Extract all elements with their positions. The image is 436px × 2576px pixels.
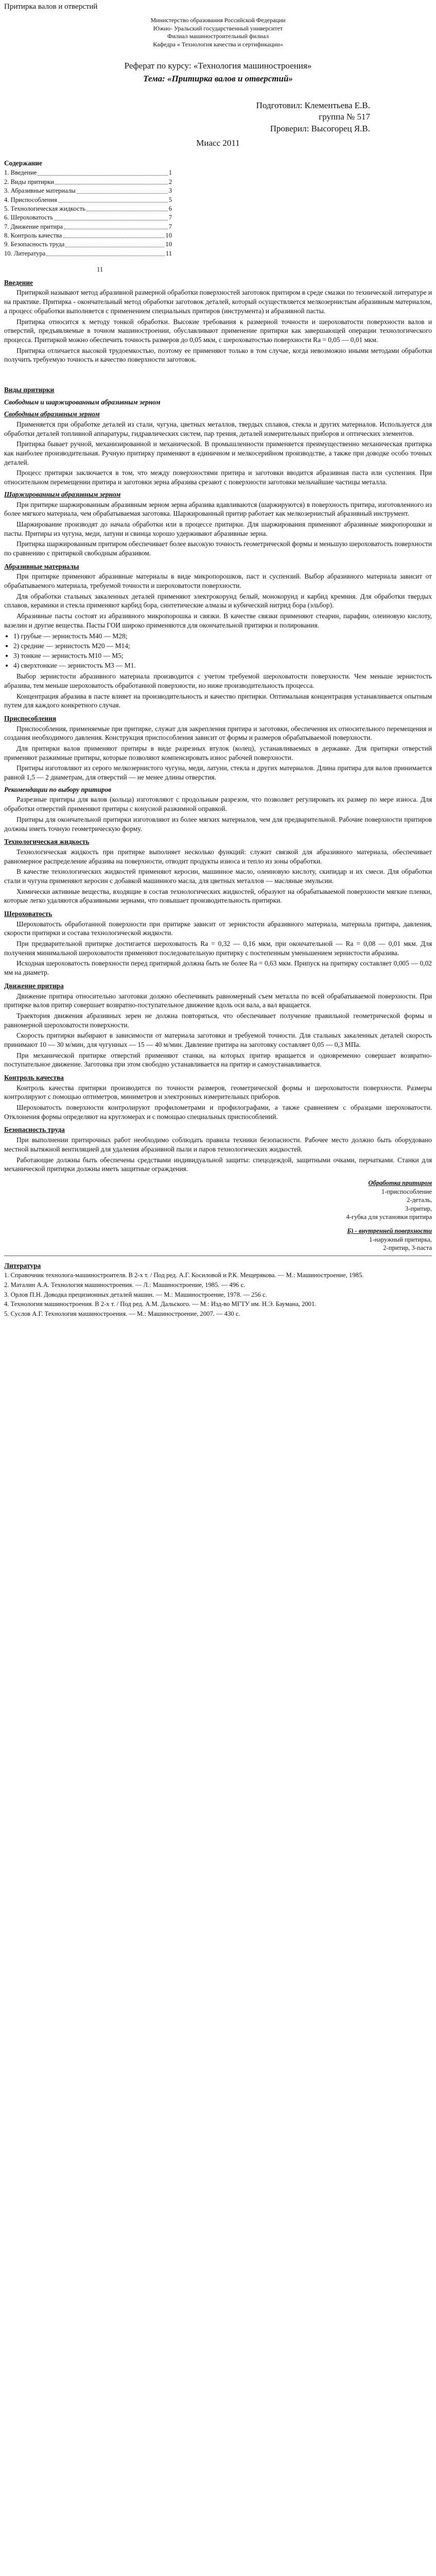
author-line: группа № 517: [319, 112, 370, 122]
list-item: • 1) грубые — зернистость М40 — М28;: [13, 632, 432, 641]
paragraph: Выбор зернистости абразивного материала производится с учетом требуемой шероховатости поверхности. Чем меньше зернистость абразива, тем меньше шероховатость обработанной поверхности, но ниже производительность процесса.: [4, 672, 432, 689]
toc-item[interactable]: [4, 178, 172, 187]
section-heading-motion: Движение притира: [4, 981, 64, 990]
header-line: Филиал машиностроительный филиал: [167, 32, 269, 40]
toc-item-title: 3. Абразивные материалы: [4, 187, 76, 195]
paragraph: Притирка бывает ручной, механизированной и механической. В промышленности применяется преимущественно механическая притирка как наиболее производительная. Ручную притирку применяют в единичном и мелкосерийном производстве, а также при доводке особо точных деталей.: [4, 440, 432, 466]
paragraph: Технологическая жидкость при притирке выполняет несколько функций: служит связкой для абразивного материала, обеспечивает равномерное распределение абразива на поверхности, отводит продукты износа и тепло из зоны обработки.: [4, 848, 432, 865]
paragraph: Шаржирование производят до начала обработки или в процессе притирки. Для шаржирования применяют абразивные микропорошки и пасты. Притиры из чугуна, меди, латуни и свинца хорошо удерживают абразивные зерна.: [4, 520, 432, 537]
toc-item-page: 1: [168, 169, 172, 177]
caption-line: 4-губка для установки притира: [346, 1213, 432, 1221]
paragraph: При выполнении притирочных работ необходимо соблюдать правила техники безопасности. Рабочее место должно быть оборудовано местной вытяжной вентиляцией для удаления абразивной пыли и паров технологических жидкостей.: [4, 1136, 432, 1153]
paragraph: При притирке шаржированным абразивным зерном зерна абразива вдавливаются (шаржируются) в поверхность притира, изготовленного из более мягкого материала, чем обрабатываемая заготовка. Шаржированный притир работает как мелкозернистый абразивный инструмент.: [4, 500, 432, 518]
toc-item-title: 4. Приспособления: [4, 196, 57, 204]
toc-leader-dots: [64, 223, 168, 229]
paragraph: В качестве технологических жидкостей применяют керосин, машинное масло, олеиновую кислоту, скипидар и их смеси. Для обработки стали и чугуна применяют керосин с добавкой машинного масла, для цветных металлов — масляные эмульсии.: [4, 868, 432, 885]
toc-item-title: 8. Контроль качества: [4, 232, 62, 240]
paragraph: Контроль качества притирки производится по точности размеров, геометрической формы и шероховатости поверхности. Размеры контролируют с помощью оптиметров, миниметров и электронных измерительных приборов.: [4, 1083, 432, 1101]
toc-item-page: 10: [165, 232, 172, 240]
list-item: • 2) средние — зернистость М20 — М14;: [13, 641, 432, 651]
toc-item[interactable]: [4, 196, 172, 205]
section-heading-kinds: Виды притирки: [4, 385, 55, 394]
paragraph: Химически активные вещества, входящие в состав технологических жидкостей, образуют на обрабатываемой поверхности мягкие пленки, которые легко удаляются абразивными зернами, что повышает производительность притирки.: [4, 887, 432, 905]
paragraph: Концентрация абразива в пасте влияет на производительность и качество притирки. Оптимальная концентрация устанавливается опытным путем для каждого конкретного случая.: [4, 692, 432, 709]
toc-leader-dots: [58, 196, 168, 202]
institution-header: [4, 16, 432, 49]
caption-line: 1-наружный притирка,: [369, 1235, 432, 1243]
toc-item-title: 6. Шероховатость: [4, 214, 54, 222]
intro-body: [4, 288, 432, 364]
header-line: Кафедра « Технология качества и сертификации»: [153, 41, 283, 48]
paragraph: Работающие должны быть обеспечены средствами индивидуальной защиты: спецодеждой, защитными очками, перчатками. Станки для механической притирки должны иметь защитные ограждения.: [4, 1156, 432, 1173]
author-line: Проверил: Высогорец Я.В.: [270, 123, 370, 133]
paragraph: При предварительной притирке достигается шероховатость Ra = 0,32 — 0,16 мкм, при окончательной — Ra = 0,08 — 0,01 мкм. Для получения минимальной шероховатости применяют последовательную притирку с постепенным уменьшением зернистости абразива.: [4, 940, 432, 957]
toc-item-page: 7: [168, 214, 172, 222]
safety-body: [4, 1136, 432, 1174]
fixtures-body-2: [4, 795, 432, 833]
kinds-body-2: [4, 500, 432, 558]
subsection-heading: Свободным и шаржированным абразивным зерном: [4, 398, 161, 406]
literature-item: 2. Маталин А.А. Технология машиностроения. — Л.: Машиностроение, 1985. — 496 с.: [4, 1281, 246, 1289]
subsection-heading: Рекомендации по выбору притиров: [4, 785, 112, 793]
toc-leader-dots: [55, 178, 168, 184]
paragraph: Шероховатость обработанной поверхности при притирке зависит от зернистости абразивного материала, материала притира, давления, скорости притирки и состава технологической жидкости.: [4, 920, 432, 937]
grit-list: [13, 632, 432, 670]
liquid-body: [4, 848, 432, 905]
quality-body: [4, 1083, 432, 1122]
paragraph: Притирка относится к методу тонкой обработки. Высокие требования к размерной точности и шероховатости поверхности валов и отверстий, предъявляемые в точном машиностроении, обуславливают применение притирки как завершающей операции технологического процесса. Притиркой можно обеспечить точность размеров до 0,05 мкм, с шероховатостью поверхности Ra = 0,05 — 0,01 мкм.: [4, 317, 432, 344]
paragraph: Траектория движения абразивных зерен не должна повторяться, что обеспечивает получение правильной геометрической формы и равномерной шероховатости поверхности.: [4, 1011, 432, 1029]
report-theme: Тема: «Притирка валов и отверстий»: [143, 73, 293, 83]
toc-item[interactable]: [4, 231, 172, 240]
report-title: Реферат по курсу: «Технология машиностроения»: [124, 61, 312, 71]
figure-caption-block: [4, 1179, 432, 1252]
toc-item-page: 10: [165, 241, 172, 248]
toc-item-title: 10. Литература: [4, 249, 46, 257]
toc-item[interactable]: [4, 249, 172, 258]
toc-item[interactable]: [4, 168, 172, 177]
paragraph: Для обработки стальных закаленных деталей применяют электрокорунд белый, монокорунд и карбид кремния. Для обработки твердых сплавов, керамики и стекла применяют карбид бора, синтетические алмазы и кубический нитрид бора (эльбор).: [4, 592, 432, 609]
document-title: Притирка валов и отверстий: [4, 3, 98, 11]
toc-item-page: 5: [168, 196, 172, 204]
caption-line: 2-деталь,: [406, 1196, 432, 1204]
toc-item-page: 7: [168, 223, 172, 230]
toc-item-title: 7. Движение притира: [4, 223, 63, 230]
paragraph: Процесс притирки заключается в том, что между поверхностями притира и заготовки вводится абразивная паста или суспензия. При относительном перемещении притира и заготовки зерна абразива срезают с поверхности заготовки мельчайшие частицы металла.: [4, 469, 432, 486]
toc-leader-dots: [46, 249, 165, 256]
motion-body: [4, 992, 432, 1070]
toc-leader-dots: [86, 205, 168, 211]
toc-item-page: 11: [165, 249, 172, 257]
paragraph: Притирка отличается высокой трудоемкостью, поэтому ее применяют только в том случае, когда невозможно иными методами обработки получить требуемую точность и качество поверхности заготовок.: [4, 346, 432, 364]
header-line: Южно- Уральский государственный университет: [153, 24, 283, 32]
header-line: Министерство образования Российской Федерации: [150, 16, 286, 24]
kinds-body: [4, 420, 432, 487]
caption-line: 2-притир, 3-паста: [383, 1244, 432, 1252]
toc-item[interactable]: [4, 240, 172, 249]
table-of-contents: [4, 168, 172, 258]
section-heading-abrasives: Абразивные материалы: [4, 562, 79, 570]
toc-item-title: 1. Введение: [4, 169, 37, 177]
literature-item: 4. Технология машиностроения. В 2-х т. / Под ред. А.М. Дальского. — М.: Изд-во МГТУ им. Н.Э. Баумана, 2001.: [4, 1300, 317, 1308]
paragraph: Абразивные пасты состоят из абразивного микропорошка и связки. В качестве связки применяют стеарин, парафин, олеиновую кислоту, вазелин и другие вещества. Пасты ГОИ широко применяются для окончательной притирки и полирования.: [4, 612, 432, 629]
toc-leader-dots: [54, 213, 168, 220]
subsection-heading: Свободным абразивным зерном: [4, 410, 100, 418]
toc-leader-dots: [77, 187, 168, 193]
author-block: [4, 100, 432, 134]
author-line: Подготовил: Клементьева Е.В.: [256, 100, 370, 110]
toc-leader-dots: [38, 168, 167, 175]
paragraph: Притиркой называют метод абразивной размерной обработки поверхностей заготовок притиром в среде смазки по технической литературе и на практике. Притирка - окончательный метод обработки заготовок деталей, который осуществляется мелкозернистым абразивным материалом, а процесс обработки выполняется с применением специальных притиров (инструмента) и абразивной пасты.: [4, 289, 432, 315]
toc-heading: Содержание: [4, 159, 42, 167]
toc-item-title: 2. Виды притирки: [4, 178, 54, 185]
toc-item[interactable]: [4, 205, 172, 213]
list-item: • 4) сверхтонкие — зернистость М3 — М1.: [13, 661, 432, 670]
caption-line: 3-притир,: [405, 1205, 432, 1212]
section-heading-fixtures: Приспособления: [4, 714, 57, 722]
paragraph: Притирка шаржированным притиром обеспечивает более высокую точность геометрической формы и меньшую шероховатость поверхности по сравнению с притиркой свободным абразивом.: [4, 540, 432, 557]
abrasives-body: [4, 572, 432, 630]
page-number: 11: [97, 266, 103, 274]
section-heading-intro: Введение: [4, 278, 33, 286]
caption-line: Б) - внутренней поверхности: [347, 1227, 432, 1234]
toc-item-page: 6: [168, 205, 172, 212]
section-heading-literature: Литература: [4, 1261, 41, 1269]
paragraph: Исходная шероховатость поверхности перед притиркой должна быть не более Ra = 0,63 мкм. Припуск на притирку составляет 0,005 — 0,02 мм на диаметр.: [4, 959, 432, 977]
paragraph: Притиры изготовляют из серого мелкозернистого чугуна, меди, латуни, стекла и других материалов. Длина притира для валов принимается равной 1,5 — 2 диаметрам, для отверстий — не менее длины отверстия.: [4, 764, 432, 782]
paragraph: При притирке применяют абразивные материалы в виде микропорошков, паст и суспензий. Выбор абразивного материала зависит от обрабатываемого материала, требуемой точности и шероховатости поверхности.: [4, 572, 432, 590]
literature-list: [4, 1271, 432, 1318]
section-heading-safety: Безопасность труда: [4, 1126, 65, 1134]
literature-item: 5. Суслов А.Г. Технология машиностроения. — М.: Машиностроение, 2007. — 430 с.: [4, 1310, 240, 1317]
fixtures-body: [4, 724, 432, 782]
caption-line: Обработка притиром: [368, 1179, 432, 1187]
list-item: • 3) тонкие — зернистость М10 — М5;: [13, 651, 432, 660]
toc-leader-dots: [63, 231, 164, 238]
paragraph: Разрезные притиры для валов (кольца) изготовляют с продольным разрезом, что позволяет регулировать их размер по мере износа. Для обработки отверстий применяют притиры с конусной разжимной оправкой.: [4, 795, 432, 813]
caption-line: 1-приспособление: [381, 1188, 432, 1195]
toc-item-page: 3: [168, 187, 172, 195]
toc-item-page: 2: [168, 178, 172, 185]
paragraph: При механической притирке отверстий применяют станки, на которых притир вращается и одновременно совершает возвратно-поступательное движение. Заготовка при этом свободно устанавливается на притир и самоустанавливается.: [4, 1051, 432, 1069]
literature-item: 1. Справочник технолога-машиностроителя. В 2-х т. / Под ред. А.Г. Косиловой и Р.К. Мещерякова. — М.: Машиностроение, 1985.: [4, 1272, 364, 1279]
paragraph: Для притирки валов применяют притиры в виде разрезных втулок (колец), устанавливаемых в державке. Для притирки отверстий применяют разжимные притиры, которые позволяют компенсировать износ рабочей поверхности.: [4, 744, 432, 761]
literature-item: 3. Орлов П.Н. Доводка прецизионных деталей машин. — М.: Машиностроение, 1978. — 256 с.: [4, 1291, 267, 1298]
paragraph: Приспособления, применяемые при притирке, служат для закрепления притира и заготовки, обеспечения их относительного перемещения и создания необходимого давления. Конструкция приспособления зависит от формы и размеров обрабатываемой поверхности.: [4, 724, 432, 742]
toc-item-title: 9. Безопасность труда: [4, 241, 65, 248]
spacer: [4, 366, 432, 381]
roughness-body: [4, 920, 432, 977]
paragraph: Скорость притирки выбирают в зависимости от материала заготовки и требуемой точности. Для стальных закаленных деталей скорость принимают 10 — 30 м/мин, для чугунных — 15 — 40 м/мин. Давление притира на заготовку составляет 0,05 — 0,3 МПа.: [4, 1031, 432, 1048]
section-heading-quality: Контроль качества: [4, 1074, 64, 1082]
subsection-heading: Шаржированным абразивным зерном: [4, 490, 121, 498]
city-year: Миасс 2011: [196, 138, 240, 148]
toc-item-title: 5. Технологическая жидкость: [4, 205, 85, 212]
section-heading-roughness: Шероховатость: [4, 910, 53, 918]
paragraph: Движение притира относительно заготовки должно обеспечивать равномерный съем металла по всей обрабатываемой поверхности. При притирке валов притир совершает возвратно-поступательное движение вдоль оси вала, а вал вращается.: [4, 992, 432, 1009]
toc-item[interactable]: [4, 213, 172, 222]
toc-item[interactable]: [4, 187, 172, 195]
abrasives-body-2: [4, 672, 432, 710]
toc-leader-dots: [65, 240, 164, 247]
paragraph: Применяется при обработке деталей из стали, чугуна, цветных металлов, твердых сплавов, стекла и других материалов. Используется для обработки деталей топливной аппаратуры, гидравлических систем, пар трения, деталей измерительных приборов и оптических элементов.: [4, 420, 432, 437]
toc-item[interactable]: [4, 223, 172, 231]
paragraph: Притиры для окончательной притирки изготовляют из более мягких материалов, чем для предварительной. Рабочие поверхности притиров должны иметь точную геометрическую форму.: [4, 815, 432, 833]
paragraph: Шероховатость поверхности контролируют профилометрами и профилографами, а также сравнением с образцами шероховатости. Отклонения формы определяют на кругломерах и с помощью специальных приспособлений.: [4, 1104, 432, 1121]
section-heading-liquid: Технологическая жидкость: [4, 838, 90, 846]
